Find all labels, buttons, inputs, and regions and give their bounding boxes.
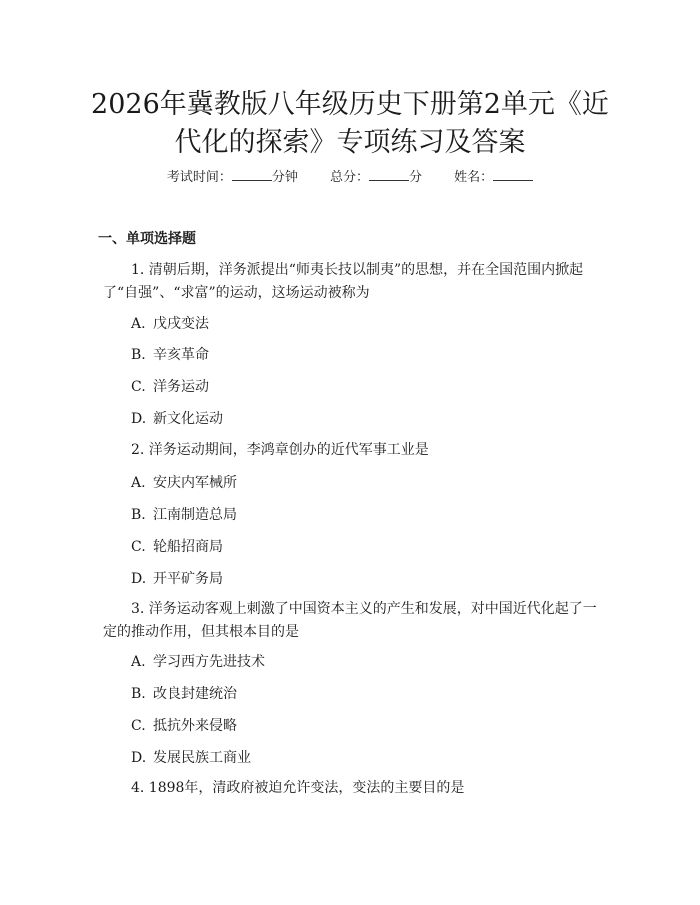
option-text: 轮船招商局 [153, 539, 223, 555]
question-3-option-a [131, 652, 265, 672]
option-letter: D. [131, 411, 147, 427]
question-4-text: 4. 1898年，清政府被迫允许变法，变法的主要目的是 [131, 780, 465, 796]
total-score-unit: 分 [409, 170, 423, 185]
question-3-option-b [131, 684, 237, 704]
option-text: 安庆内军械所 [153, 475, 237, 491]
student-name-blank [493, 168, 533, 181]
option-text: 戊戌变法 [153, 316, 209, 332]
option-letter: A. [131, 316, 146, 332]
question-3-option-c [131, 716, 237, 736]
option-text: 辛亥革命 [153, 347, 209, 363]
total-score-blank [369, 168, 409, 181]
exam-time-blank [232, 168, 272, 181]
option-letter: C. [131, 379, 146, 395]
title-line-1: 2026年冀教版八年级历史下册第2单元《近 [91, 89, 609, 120]
option-text: 洋务运动 [153, 379, 209, 395]
question-2-option-b [131, 505, 237, 525]
exam-time-unit: 分钟 [271, 170, 298, 185]
exam-time-label: 考试时间： [166, 170, 232, 185]
option-text: 江南制造总局 [153, 507, 237, 523]
option-text: 新文化运动 [153, 411, 223, 427]
option-text: 改良封建统治 [153, 686, 237, 702]
student-name-label: 姓名： [454, 170, 494, 185]
title-line-2: 代化的探索》专项练习及答案 [174, 127, 526, 158]
option-letter: D. [131, 750, 147, 766]
document-title [60, 86, 640, 162]
option-letter: D. [131, 571, 147, 587]
question-1-option-d [131, 409, 223, 429]
option-text: 学习西方先进技术 [153, 654, 265, 670]
exam-info-line [0, 168, 700, 187]
question-1-option-a [131, 314, 209, 334]
option-text: 抵抗外来侵略 [153, 718, 237, 734]
option-text: 发展民族工商业 [153, 750, 251, 766]
total-score-field [330, 170, 426, 185]
question-3-text: 3. 洋务运动客观上刺激了中国资本主义的产生和发展，对中国近代化起了一定的推动作用，但其根本目的是 [103, 601, 597, 640]
question-1-option-c [131, 377, 209, 397]
option-letter: C. [131, 539, 146, 555]
option-letter: B. [131, 507, 146, 523]
question-2-option-a [131, 473, 237, 493]
exam-time-field [167, 170, 302, 185]
option-letter: A. [131, 475, 146, 491]
question-3-option-d [131, 748, 251, 768]
total-score-label: 总分： [329, 170, 369, 185]
option-letter: B. [131, 347, 146, 363]
option-letter: C. [131, 718, 146, 734]
question-2-text: 2. 洋务运动期间，李鸿章创办的近代军事工业是 [131, 442, 429, 458]
question-2-option-d [131, 569, 223, 589]
option-text: 开平矿务局 [153, 571, 223, 587]
option-letter: A. [131, 654, 146, 670]
question-1-text: 1. 清朝后期，洋务派提出“师夷长技以制夷”的思想，并在全国范围内掀起了“自强”、“求富”的运动，这场运动被称为 [103, 262, 584, 301]
question-2-option-c [131, 537, 223, 557]
option-letter: B. [131, 686, 146, 702]
question-1-option-b [131, 345, 209, 365]
section-title: 一、单项选择题 [98, 231, 196, 247]
student-name-field [454, 170, 533, 185]
